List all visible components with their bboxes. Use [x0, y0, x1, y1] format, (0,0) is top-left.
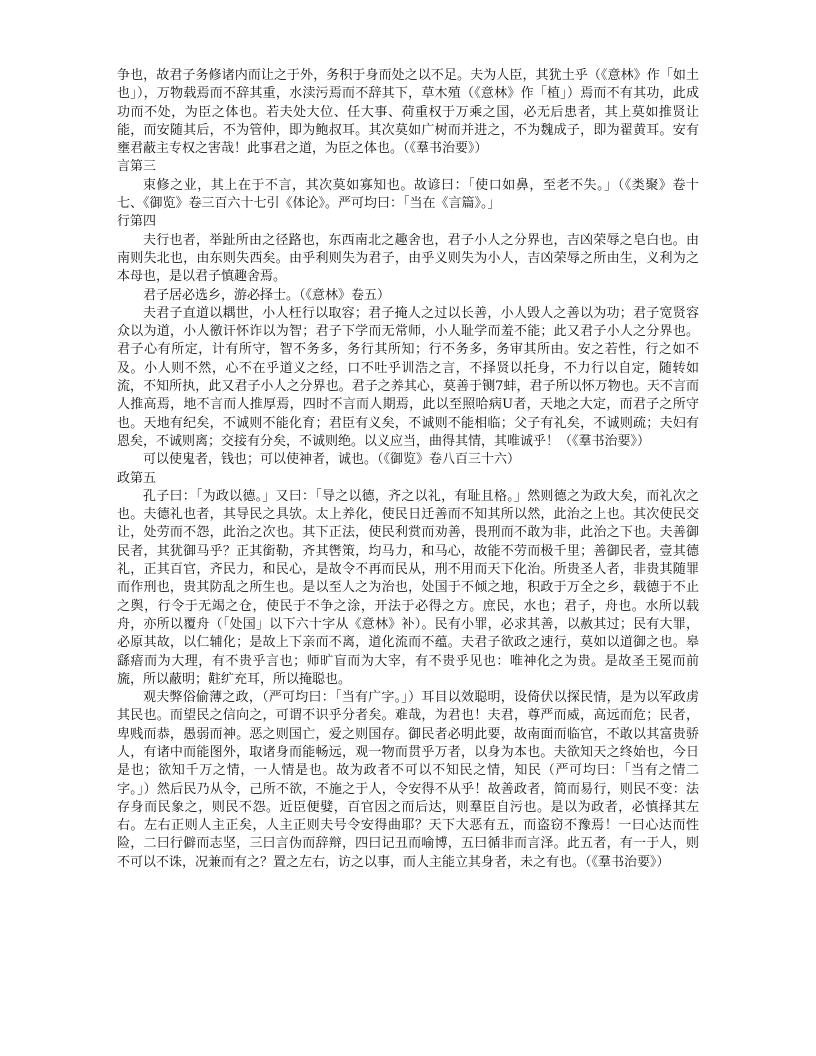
paragraph-2: 束修之业，其上在于不言，其次莫如寡知也。故谚曰：「使口如鼻，至老不失。」（《类聚》卷十七、《御览》卷三百六十七引《体论》。严可均曰：「当在《言篇》。」 — [117, 177, 699, 212]
document-page — [117, 67, 699, 872]
paragraph-6: 可以使鬼者，钱也；可以使神者，诚也。（《御览》卷八百三十六） — [143, 452, 521, 468]
paragraph-1: 争也，故君子务修诸内而让之于外，务积于身而处之以不足。夫为人臣，其犹土乎（《意林》作「如土也」），万物载焉而不辞其重，水渎污焉而不辞其下，草木殖（《意林》作「植」）焉而不有其功，此成功而不处，为臣之体也。若夫处大位、任大事、荷重权于万乘之国，必无后患者，其上莫如推贤让能，而安随其后，不为管仲，即为鲍叔耳。其次莫如广树而并进之，不为魏成子，即为翟黄耳。安有壅君蔽主专权之害哉！此事君之道，为臣之体也。（《羣书治要》） — [117, 68, 699, 157]
section-heading-xing: 行第四 — [117, 214, 157, 230]
paragraph-8: 观夫弊俗偷薄之政，（严可均曰：「当有广字。」）耳目以效聪明，设倚伏以探民情，是为以军政虏其民也。而望民之信向之，可谓不识乎分者矣。难哉，为君也！夫君，尊严而威，高远而危；民者，卑贱而恭，愚弱而神。恶之则国亡，爱之则国存。御民者必明此要，故南面而临官，不敢以其富贵骄人，有诸中而能图外，取诸身而能畅远，观一物而贯乎万者，以身为本也。夫欲知天之终始也，今日是也；欲知千万之情，一人情是也。故为政者不可以不知民之情，知民（严可均曰：「当有之情二字。」）然后民乃从令，己所不欲，不施之于人，令安得不从乎！故善政者，简而易行，则民不变：法存身而民象之，则民不怨。近臣便嬖，百官因之而后达，则羣臣自污也。是以为政者，必慎择其左右。左右正则人主正矣，人主正则夫号令安得曲耶？天下大恶有五，而盗窃不豫焉！一曰心达而性险，二曰行僻而志坚，三曰言伪而辞辩，四曰记丑而喻博，五曰循非而言泽。此五者，有一于人，则不可以不诛，况兼而有之？置之左右，访之以事，而人主能立其身者，未之有也。（《羣书治要》） — [117, 690, 699, 870]
paragraph-7: 孔子曰：「为政以德。」又曰：「导之以德，齐之以礼，有耻且格。」然则德之为政大矣，而礼次之也。夫德礼也者，其导民之具欤。太上养化，使民日迁善而不知其所以然，此治之上也。其次使民交让，处劳而不怨，此治之次也。其下正法，使民利赏而劝善，畏刑而不敢为非，此治之下也。夫善御民者，其犹御马乎？正其銜勒，齐其辔策，均马力，和马心，故能不劳而极千里；善御民者，壹其德礼，正其百官，齐民力，和民心，是故令不再而民从，刑不用而天下化治。所贵圣人者，非贵其随罪而作刑也，贵其防乱之所生也。是以至人之为治也，处国于不倾之地，积政于万全之乡，载德于不止之舆，行令于无竭之仓，使民于不争之涂，开法于必得之方。庶民，水也；君子，舟也。水所以载舟，亦所以覆舟（「处国」以下六十字从《意林》补）。民有小罪，必求其善，以赦其过；民有大罪，必原其故，以仁辅化；是故上下亲而不离，道化流而不蕴。夫君子欲政之速行，莫如以道御之也。皋繇瘖而为大理，有不贵乎言也；师旷盲而为大宰，有不贵乎见也：唯神化之为贵。是故圣王冕而前旒，所以蔽明；黈纩充耳，所以掩聪也。 — [117, 488, 699, 687]
section-heading-yan: 言第三 — [117, 159, 157, 175]
paragraph-5: 夫君子直道以耦世，小人枉行以取容；君子掩人之过以长善，小人毁人之善以为功；君子宽贤容众以为道，小人徼讦怀诈以为智；君子下学而无常师，小人耻学而羞不能；此又君子小人之分界也。君子心有所定，计有所守，智不务多，务行其所知；行不务多，务审其所由。安之若性，行之如不及。小人则不然，心不在乎道义之经，口不吐乎训浩之言，不择贤以托身，不力行以自定，随转如流，不知所执，此又君子小人之分界也。君子之养其心，莫善于铡7蚌，君子所以怀万物也。天不言而人推高焉，地不言而人推厚焉，四时不言而人期焉，此以至照哈病U者，天地之大定，而君子之所守也。天地有纪矣，不诚则不能化育；君臣有义矣，不诚则不能相临；父子有礼矣，不诚则疏；夫妇有恩矣，不诚则离；交接有分矣，不诚则绝。以义应当，曲得其情，其唯诚乎！（《羣书治要》） — [117, 305, 699, 449]
section-heading-zheng: 政第五 — [117, 470, 157, 486]
paragraph-3: 夫行也者，举趾所由之径路也，东西南北之趣舍也，君子小人之分界也，吉凶荣辱之皂白也。由南则失北也，由东则失西矣。由乎利则失为君子，由乎义则失为小人，吉凶荣辱之所由生，义利为之本母也，是以君子慎趣舍焉。 — [117, 232, 699, 285]
paragraph-4: 君子居必选乡，游必择士。（《意林》卷五） — [143, 287, 391, 303]
